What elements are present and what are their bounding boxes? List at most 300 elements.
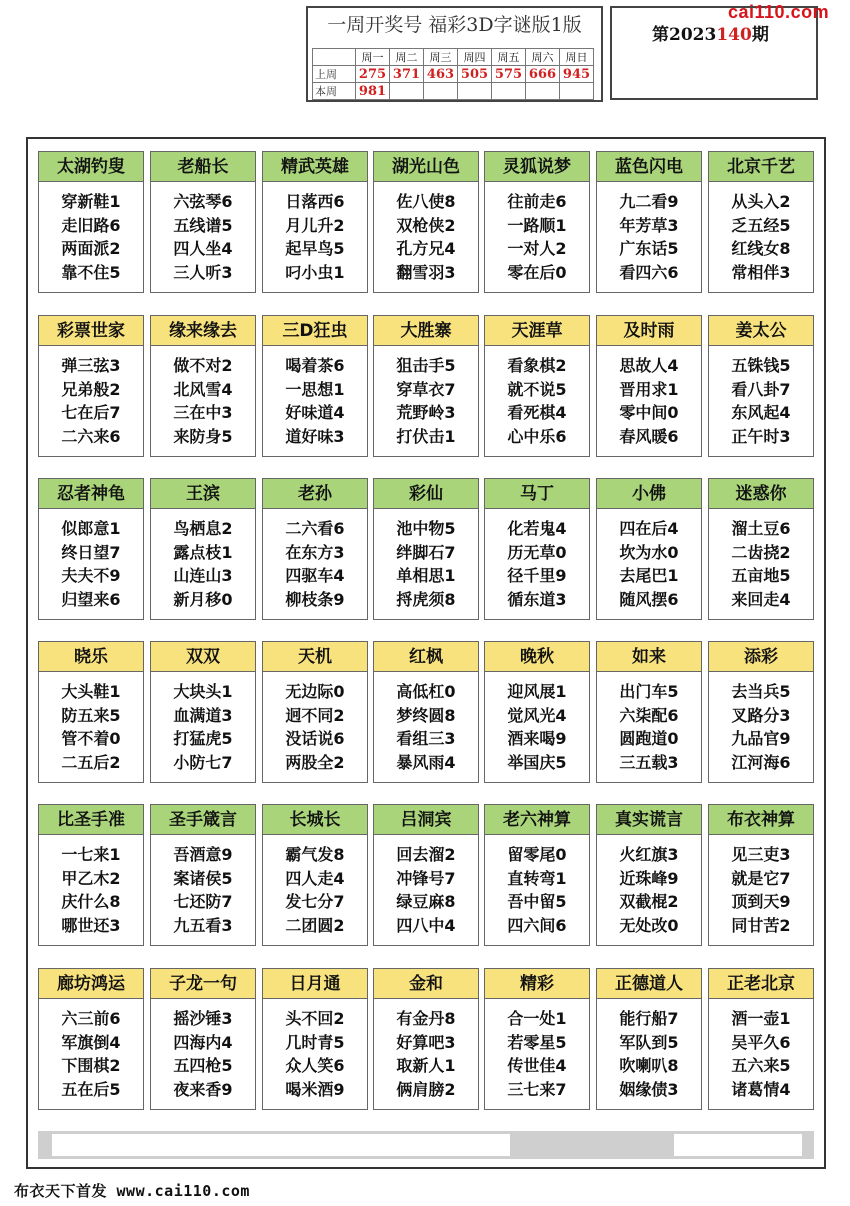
author-name: 缘来缘去 — [151, 316, 255, 346]
clue-line: 酒来喝9 — [507, 729, 567, 748]
clue-line: 管不着0 — [61, 729, 121, 748]
puzzle-grid — [26, 137, 826, 1169]
clue-lines — [709, 1007, 813, 1101]
clue-line: 叼小虫1 — [285, 262, 345, 282]
clue-lines — [151, 190, 255, 284]
clue-line: 血满道3 — [173, 705, 233, 725]
author-name: 及时雨 — [597, 316, 701, 346]
clue-line: 无处改0 — [619, 915, 679, 935]
weekly-results-title: 一周开奖号 福彩3D字谜版1版 — [327, 14, 582, 36]
puzzle-cell — [484, 151, 590, 293]
result-value — [458, 83, 492, 100]
clue-line: 吹喇叭8 — [619, 1056, 679, 1075]
author-name: 三D狂虫 — [263, 316, 367, 346]
clue-lines — [485, 517, 589, 611]
puzzle-cell — [708, 641, 814, 783]
clue-line: 来回走4 — [731, 589, 791, 609]
puzzle-cell — [373, 641, 479, 783]
puzzle-cell — [484, 478, 590, 620]
clue-line: 四海内4 — [173, 1032, 233, 1052]
clue-line: 红线女8 — [731, 239, 791, 258]
clue-line: 留零尾0 — [507, 845, 567, 864]
puzzle-cell — [262, 804, 368, 946]
puzzle-cell — [708, 315, 814, 457]
clue-lines — [151, 354, 255, 448]
clue-line: 回去溜2 — [396, 845, 456, 864]
author-name: 真实谎言 — [597, 805, 701, 835]
clue-lines — [485, 680, 589, 774]
author-name: 晓乐 — [39, 642, 143, 672]
clue-line: 去尾巴1 — [619, 566, 679, 585]
clue-line: 二六看6 — [285, 519, 345, 538]
clue-line: 圆跑道0 — [619, 729, 679, 748]
clue-line: 七还防7 — [173, 892, 233, 911]
author-name: 吕洞宾 — [374, 805, 478, 835]
clue-line: 案诸侯5 — [173, 868, 233, 888]
clue-line: 随风摆6 — [619, 589, 679, 609]
clue-line: 五在后5 — [61, 1079, 121, 1099]
result-value — [492, 83, 526, 100]
clue-line: 六三前6 — [61, 1009, 121, 1028]
author-name: 红枫 — [374, 642, 478, 672]
clue-line: 几时青5 — [285, 1032, 345, 1052]
result-value: 981 — [356, 83, 390, 100]
clue-line: 头不回2 — [285, 1009, 345, 1028]
clue-line: 似郎意1 — [61, 519, 121, 538]
clue-lines — [263, 680, 367, 774]
clue-line: 溜土豆6 — [731, 519, 791, 538]
author-name: 马丁 — [485, 479, 589, 509]
puzzle-cell — [262, 968, 368, 1110]
clue-line: 东风起4 — [731, 403, 791, 422]
bottom-bar-blank-left — [52, 1134, 510, 1156]
clue-lines — [263, 354, 367, 448]
author-name: 蓝色闪电 — [597, 152, 701, 182]
clue-line: 见三吏3 — [731, 845, 791, 864]
clue-line: 柳枝条9 — [285, 589, 345, 609]
puzzle-cell — [150, 804, 256, 946]
clue-line: 没话说6 — [285, 729, 345, 748]
result-value: 463 — [424, 66, 458, 83]
puzzle-cell — [484, 804, 590, 946]
corner-cell — [313, 49, 356, 66]
clue-line: 江河海6 — [731, 752, 791, 772]
clue-line: 九品官9 — [731, 729, 791, 748]
this-week-row — [313, 83, 594, 100]
author-name: 添彩 — [709, 642, 813, 672]
puzzle-cell — [373, 968, 479, 1110]
clue-lines — [39, 1007, 143, 1101]
footer-credit: 布衣天下首发 www.cai110.com — [14, 1182, 250, 1200]
author-name: 天涯草 — [485, 316, 589, 346]
result-value — [390, 83, 424, 100]
author-name: 精彩 — [485, 969, 589, 999]
clue-line: 军队到5 — [619, 1032, 679, 1052]
clue-line: 看死棋4 — [507, 403, 567, 422]
clue-line: 直转弯1 — [507, 868, 567, 888]
puzzle-cell — [708, 968, 814, 1110]
clue-line: 弹三弦3 — [61, 356, 121, 375]
clue-line: 一思想1 — [285, 379, 345, 399]
clue-line: 打猛虎5 — [173, 729, 233, 748]
clue-line: 往前走6 — [507, 192, 567, 211]
issue-number — [652, 20, 769, 45]
puzzle-cell — [484, 968, 590, 1110]
clue-line: 觉风光4 — [507, 705, 567, 725]
clue-line: 北风雪4 — [173, 379, 233, 399]
author-name: 廊坊鸿运 — [39, 969, 143, 999]
clue-line: 甲乙木2 — [61, 868, 121, 888]
puzzle-cell — [484, 315, 590, 457]
clue-line: 零在后0 — [507, 262, 567, 282]
clue-line: 霸气发8 — [285, 845, 345, 864]
author-name: 老六神算 — [485, 805, 589, 835]
clue-lines — [263, 517, 367, 611]
author-name: 湖光山色 — [374, 152, 478, 182]
clue-line: 军旗倒4 — [61, 1032, 121, 1052]
clue-lines — [709, 680, 813, 774]
clue-line: 荒野岭3 — [396, 403, 456, 422]
puzzle-cell — [38, 478, 144, 620]
puzzle-cell — [262, 151, 368, 293]
clue-lines — [39, 190, 143, 284]
author-name: 迷惑你 — [709, 479, 813, 509]
issue-prefix: 第2023 — [652, 25, 717, 45]
clue-line: 一对人2 — [507, 239, 567, 258]
clue-line: 走旧路6 — [61, 215, 121, 235]
clue-line: 鸟栖息2 — [173, 519, 233, 538]
clue-line: 庆什么8 — [61, 892, 121, 911]
clue-line: 四在后4 — [619, 519, 679, 538]
clue-lines — [374, 517, 478, 611]
puzzle-cell — [150, 478, 256, 620]
clue-line: 二团圆2 — [285, 915, 345, 935]
result-value: 666 — [526, 66, 560, 83]
clue-line: 狙击手5 — [396, 356, 456, 375]
clue-line: 有金丹8 — [396, 1009, 456, 1028]
author-name: 北京千艺 — [709, 152, 813, 182]
result-value: 575 — [492, 66, 526, 83]
clue-line: 举国庆5 — [507, 752, 567, 772]
author-name: 正德道人 — [597, 969, 701, 999]
puzzle-cell — [596, 641, 702, 783]
puzzle-cell — [150, 151, 256, 293]
clue-line: 起早鸟5 — [285, 239, 345, 258]
clue-line: 五四枪5 — [173, 1056, 233, 1075]
bottom-bar — [38, 1131, 814, 1159]
clue-line: 终日望7 — [61, 542, 121, 562]
clue-line: 近珠峰9 — [619, 868, 679, 888]
author-name: 圣手箴言 — [151, 805, 255, 835]
clue-lines — [374, 843, 478, 937]
issue-value: 140 — [716, 25, 752, 45]
day-header: 周日 — [560, 49, 594, 66]
day-header: 周五 — [492, 49, 526, 66]
clue-lines — [39, 843, 143, 937]
clue-line: 诸葛情4 — [731, 1079, 791, 1099]
clue-line: 六柒配6 — [619, 705, 679, 725]
clue-line: 同甘苦2 — [731, 915, 791, 935]
author-name: 大胜寨 — [374, 316, 478, 346]
clue-line: 俩肩膀2 — [396, 1079, 456, 1099]
clue-line: 捋虎须8 — [396, 589, 456, 609]
weekly-results-box — [306, 6, 603, 102]
clue-lines — [597, 190, 701, 284]
clue-line: 在东方3 — [285, 542, 345, 562]
day-header: 周四 — [458, 49, 492, 66]
clue-lines — [597, 517, 701, 611]
result-value — [526, 83, 560, 100]
clue-line: 吾酒意9 — [173, 845, 233, 864]
clue-line: 看四六6 — [619, 262, 679, 282]
clue-line: 乏五经5 — [731, 215, 791, 235]
clue-line: 二五后2 — [61, 752, 121, 772]
clue-line: 能行船7 — [619, 1009, 679, 1028]
clue-lines — [485, 843, 589, 937]
clue-line: 传世佳4 — [507, 1056, 567, 1075]
clue-line: 六弦琴6 — [173, 192, 233, 211]
puzzle-cell — [38, 968, 144, 1110]
puzzle-cell — [262, 315, 368, 457]
result-value — [560, 83, 594, 100]
clue-line: 新月移0 — [173, 589, 233, 609]
site-logo: cai110.com — [728, 2, 830, 22]
clue-lines — [709, 517, 813, 611]
clue-line: 绿豆麻8 — [396, 892, 456, 911]
clue-line: 常相伴3 — [731, 262, 791, 282]
author-name: 姜太公 — [709, 316, 813, 346]
clue-line: 化若鬼4 — [507, 519, 567, 538]
clue-lines — [374, 190, 478, 284]
clue-line: 四人坐4 — [173, 239, 233, 258]
clue-line: 月儿升2 — [285, 215, 345, 235]
clue-lines — [39, 680, 143, 774]
author-name: 子龙一句 — [151, 969, 255, 999]
clue-lines — [151, 517, 255, 611]
clue-line: 酒一壶1 — [731, 1009, 791, 1028]
clue-line: 梦终圆8 — [396, 705, 456, 725]
clue-line: 五亩地5 — [731, 566, 791, 585]
clue-line: 孔方兄4 — [396, 239, 456, 258]
clue-line: 打伏击1 — [396, 426, 456, 446]
bottom-bar-blank-right — [674, 1134, 802, 1156]
puzzle-cell — [38, 151, 144, 293]
clue-line: 就是它7 — [731, 868, 791, 888]
clue-line: 哪世还3 — [61, 915, 121, 935]
clue-line: 大头鞋1 — [61, 682, 121, 701]
day-header: 周六 — [526, 49, 560, 66]
author-name: 正老北京 — [709, 969, 813, 999]
clue-line: 四八中4 — [396, 915, 456, 935]
clue-lines — [597, 354, 701, 448]
author-name: 彩票世家 — [39, 316, 143, 346]
clue-line: 冲锋号7 — [396, 868, 456, 888]
clue-lines — [485, 354, 589, 448]
weekly-results-table — [312, 48, 594, 100]
clue-line: 从头入2 — [731, 192, 791, 211]
clue-line: 小防七7 — [173, 752, 233, 772]
day-header: 周二 — [390, 49, 424, 66]
this-week-label: 本周 — [313, 83, 356, 100]
days-row — [313, 49, 594, 66]
clue-line: 日落西6 — [285, 192, 345, 211]
clue-line: 心中乐6 — [507, 426, 567, 446]
clue-line: 夜来香9 — [173, 1079, 233, 1099]
author-name: 老船长 — [151, 152, 255, 182]
clue-line: 两面派2 — [61, 239, 121, 258]
clue-line: 喝米酒9 — [285, 1079, 345, 1099]
clue-line: 看象棋2 — [507, 356, 567, 375]
clue-lines — [709, 190, 813, 284]
clue-lines — [485, 1007, 589, 1101]
clue-line: 去当兵5 — [731, 682, 791, 701]
clue-line: 看八卦7 — [731, 379, 791, 399]
result-value: 371 — [390, 66, 424, 83]
clue-line: 高低杠0 — [396, 682, 456, 701]
clue-line: 若零星5 — [507, 1032, 567, 1052]
issue-suffix: 期 — [751, 25, 769, 45]
clue-line: 四人走4 — [285, 868, 345, 888]
clue-lines — [374, 680, 478, 774]
puzzle-cell — [596, 804, 702, 946]
clue-line: 零中间0 — [619, 403, 679, 422]
clue-line: 九五看3 — [173, 915, 233, 935]
clue-line: 就不说5 — [507, 379, 567, 399]
clue-line: 四六间6 — [507, 915, 567, 935]
clue-line: 靠不住5 — [61, 262, 121, 282]
puzzle-cell — [373, 478, 479, 620]
author-name: 老孙 — [263, 479, 367, 509]
puzzle-cell — [708, 804, 814, 946]
author-name: 如来 — [597, 642, 701, 672]
clue-line: 吴平久6 — [731, 1032, 791, 1052]
author-name: 彩仙 — [374, 479, 478, 509]
puzzle-cell — [150, 641, 256, 783]
result-value: 505 — [458, 66, 492, 83]
clue-lines — [151, 680, 255, 774]
clue-line: 大块头1 — [173, 682, 233, 701]
puzzle-cell — [262, 478, 368, 620]
clue-lines — [597, 680, 701, 774]
author-name: 精武英雄 — [263, 152, 367, 182]
author-name: 王滨 — [151, 479, 255, 509]
clue-line: 夫夫不9 — [61, 566, 121, 585]
clue-line: 做不对2 — [173, 356, 233, 375]
clue-line: 摇沙锤3 — [173, 1009, 233, 1028]
clue-line: 一路顺1 — [507, 215, 567, 235]
clue-lines — [39, 354, 143, 448]
day-header: 周一 — [356, 49, 390, 66]
clue-line: 翻雪羽3 — [396, 262, 456, 282]
clue-line: 晋用求1 — [619, 379, 679, 399]
puzzle-cell — [150, 968, 256, 1110]
clue-line: 三五载3 — [619, 752, 679, 772]
puzzle-cell — [708, 478, 814, 620]
clue-line: 单相思1 — [396, 566, 456, 585]
clue-lines — [263, 1007, 367, 1101]
puzzle-cell — [596, 151, 702, 293]
clue-line: 露点枝1 — [173, 542, 233, 562]
clue-line: 兄弟般2 — [61, 379, 121, 399]
clue-line: 四驱车4 — [285, 566, 345, 585]
clue-line: 喝着茶6 — [285, 356, 345, 375]
clue-line: 好算吧3 — [396, 1032, 456, 1052]
clue-line: 穿草衣7 — [396, 379, 456, 399]
author-name: 忍者神龟 — [39, 479, 143, 509]
clue-line: 暴风雨4 — [396, 752, 456, 772]
author-name: 金和 — [374, 969, 478, 999]
clue-line: 众人笑6 — [285, 1056, 345, 1075]
puzzle-cell — [373, 315, 479, 457]
puzzle-cell — [38, 641, 144, 783]
result-value — [424, 83, 458, 100]
clue-line: 三在中3 — [173, 403, 233, 422]
author-name: 小佛 — [597, 479, 701, 509]
clue-line: 五线谱5 — [173, 215, 233, 235]
clue-line: 下围棋2 — [61, 1056, 121, 1075]
author-name: 长城长 — [263, 805, 367, 835]
author-name: 比圣手准 — [39, 805, 143, 835]
clue-line: 来防身5 — [173, 426, 233, 446]
puzzle-cell — [596, 315, 702, 457]
author-name: 晚秋 — [485, 642, 589, 672]
puzzle-cell — [596, 478, 702, 620]
clue-line: 穿新鞋1 — [61, 192, 121, 211]
clue-line: 池中物5 — [396, 519, 456, 538]
clue-line: 三人听3 — [173, 262, 233, 282]
author-name: 灵狐说梦 — [485, 152, 589, 182]
clue-line: 顶到天9 — [731, 892, 791, 911]
clue-line: 五铢钱5 — [731, 356, 791, 375]
clue-line: 无边际0 — [285, 682, 345, 701]
puzzle-cell — [596, 968, 702, 1110]
clue-lines — [597, 1007, 701, 1101]
clue-line: 吾中留5 — [507, 892, 567, 911]
clue-line: 三七来7 — [507, 1079, 567, 1099]
clue-line: 取新人1 — [396, 1056, 456, 1075]
clue-line: 广东话5 — [619, 239, 679, 258]
clue-line: 两股全2 — [285, 752, 345, 772]
clue-lines — [374, 354, 478, 448]
clue-line: 二六来6 — [61, 426, 121, 446]
clue-lines — [597, 843, 701, 937]
puzzle-cell — [373, 804, 479, 946]
clue-line: 合一处1 — [507, 1009, 567, 1028]
last-week-row — [313, 66, 594, 83]
clue-lines — [709, 843, 813, 937]
clue-line: 姻缘债3 — [619, 1079, 679, 1099]
clue-line: 思故人4 — [619, 356, 679, 375]
clue-line: 叉路分3 — [731, 705, 791, 725]
result-value: 275 — [356, 66, 390, 83]
clue-lines — [151, 843, 255, 937]
puzzle-cell — [38, 804, 144, 946]
clue-lines — [151, 1007, 255, 1101]
clue-line: 春风暖6 — [619, 426, 679, 446]
clue-lines — [263, 843, 367, 937]
clue-lines — [39, 517, 143, 611]
puzzle-cell — [484, 641, 590, 783]
puzzle-cell — [262, 641, 368, 783]
clue-line: 坎为水0 — [619, 542, 679, 562]
author-name: 天机 — [263, 642, 367, 672]
puzzle-cell — [38, 315, 144, 457]
clue-line: 双截棍2 — [619, 892, 679, 911]
clue-line: 径千里9 — [507, 566, 567, 585]
clue-line: 防五来5 — [61, 705, 121, 725]
clue-line: 归望来6 — [61, 589, 121, 609]
puzzle-cell — [708, 151, 814, 293]
